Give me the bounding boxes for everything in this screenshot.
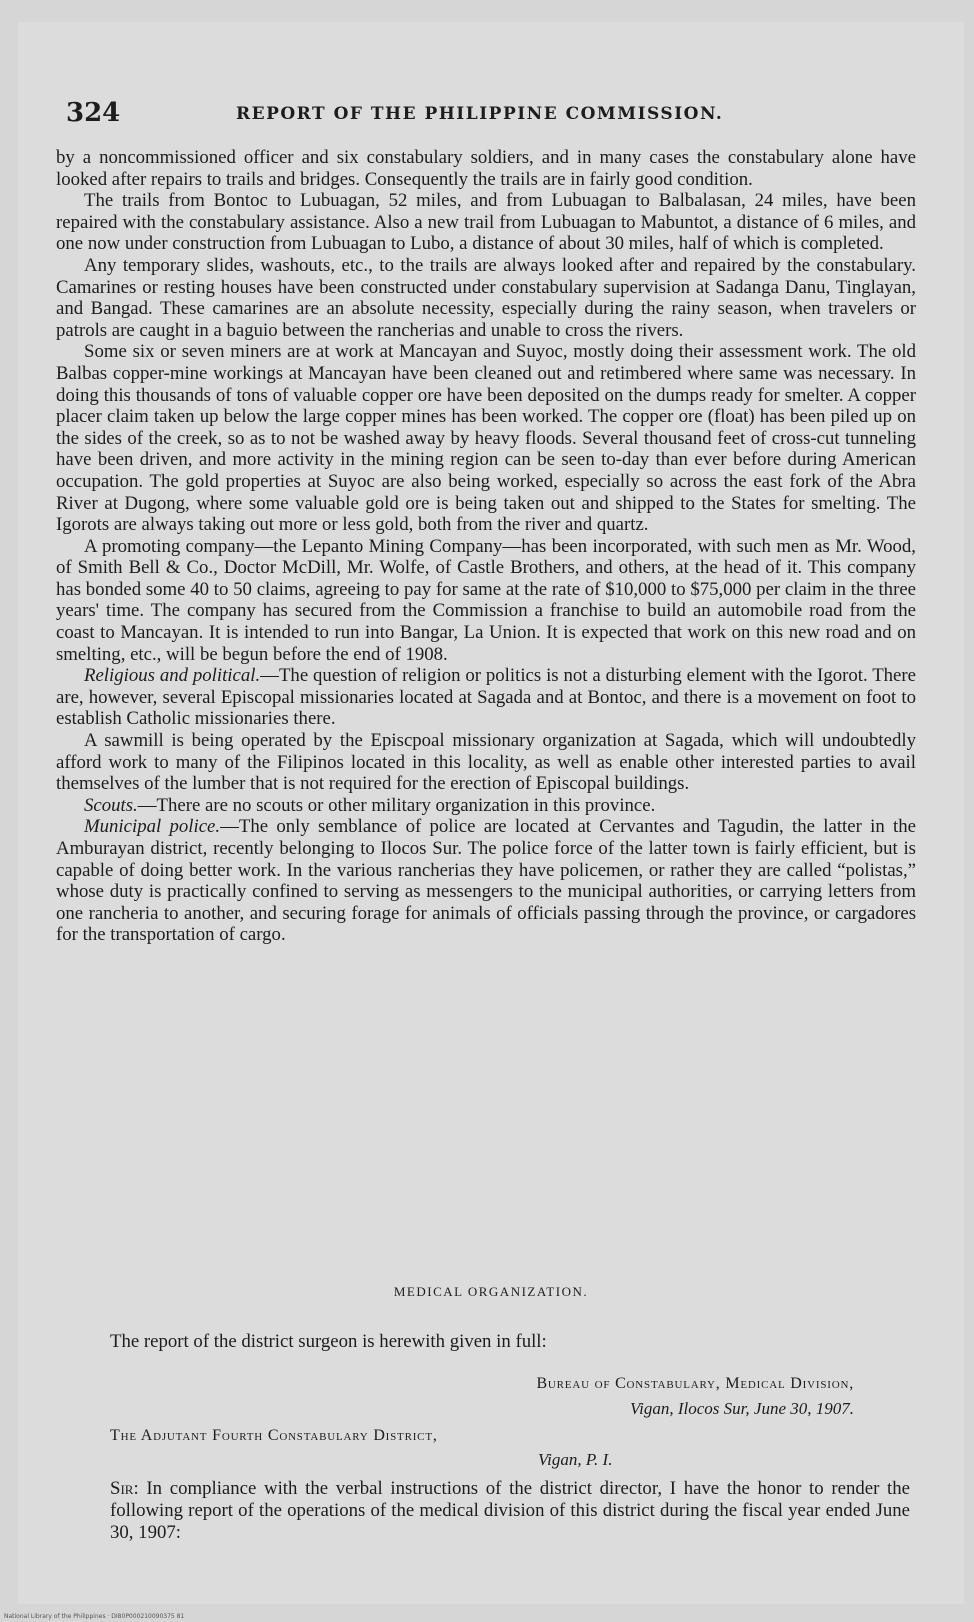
scan-footer: National Library of the Philippines · DI80P000210090375 81 xyxy=(4,1613,185,1620)
letter-from-date: Vigan, Ilocos Sur, June 30, 1907. xyxy=(630,1399,854,1418)
running-head: REPORT OF THE PHILIPPINE COMMISSION. xyxy=(236,104,724,124)
police-text: —The only semblance of police are located at Cervantes and Tagudin, the latter in the Amburayan district, recently belonging to Ilocos Sur. The police force of the latter town is fairly efficient, but is capable of doing better work. In the various rancherias they have policemen, or rather they are called “polistas,” whose duty is practically confined to serving as messengers to the municipal authorities, or carrying letters from one rancheria to another, and securing forage for animals of officials passing through the province, or cargadores for the transportation of cargo. xyxy=(56,816,916,946)
section-title-medical: MEDICAL ORGANIZATION. xyxy=(393,1284,589,1299)
paragraph-trails-condition: by a noncommissioned officer and six constabulary soldiers, and in many cases the constabulary alone have looked after repairs to trails and bridges. Consequently the trails are in fairly good condition. xyxy=(56,147,916,190)
religious-heading: Religious and political. xyxy=(84,665,261,687)
medical-intro: The report of the district surgeon is herewith given in full: xyxy=(110,1331,547,1352)
letter-from: Bureau of Constabulary, Medical Division, xyxy=(536,1375,854,1392)
page-number: 324 xyxy=(66,98,121,128)
page-header xyxy=(46,82,946,142)
body-text xyxy=(56,147,916,946)
paragraph-municipal-police xyxy=(56,816,916,946)
paragraph-camarines: Any temporary slides, washouts, etc., to the trails are always looked after and repaired by the constabulary. Camarines or resting houses have been constructed under constabulary supervision at Sadanga Danu, Tinglayan, and Bangad. These camarines are an absolute necessity, especially during the rainy season, when travelers or patrols are caught in a baguio between the rancherias and unable to cross the rivers. xyxy=(56,254,916,341)
police-heading: Municipal police. xyxy=(84,816,221,838)
religious-text: —The question of religion or politics is not a disturbing element with the Igorot. There are, however, several Episcopal missionaries located at Sagada and at Bontoc, and there is a movement on foot to establish Catholic missionaries there. xyxy=(56,665,916,730)
paragraph-mining: Some six or seven miners are at work at Mancayan and Suyoc, mostly doing their assessment work. The old Balbas copper-mine workings at Mancayan have been cleaned out and retimbered where same was necessary. In doing this thousands of tons of valuable copper ore have been deposited on the dumps ready for smelter. A copper placer claim taken up below the large copper mines has been worked. The copper ore (float) has been piled up on the sides of the creek, so as to not be washed away by heavy floods. Several thousand feet of cross-cut tunneling have been driven, and more activity in the mining region can be seen to-day than ever before during American occupation. The gold properties at Suyoc are also being worked, especially so across the east fork of the Abra River at Dugong, where some valuable gold ore is being taken out and shipped to the States for smelting. The Igorots are always taking out more or less gold, both from the river and quartz. xyxy=(56,341,916,536)
letter-to-place: Vigan, P. I. xyxy=(538,1450,613,1469)
paragraph-scouts xyxy=(56,795,916,817)
page-sheet xyxy=(18,22,964,1604)
scouts-heading: Scouts. xyxy=(84,794,138,816)
letter-body xyxy=(110,1478,910,1544)
paragraph-religious xyxy=(56,665,916,730)
letter-to: The Adjutant Fourth Constabulary District, xyxy=(110,1427,438,1444)
paragraph-trails-repairs: The trails from Bontoc to Lubuagan, 52 miles, and from Lubuagan to Balbalasan, 24 miles, have been repaired with the constabulary assistance. Also a new trail from Lubuagan to Mabuntot, a distance of 6 miles, and one now under construction from Lubuagan to Lubo, a distance of about 30 miles, half of which is completed. xyxy=(56,190,916,255)
salutation: Sir: xyxy=(110,1478,139,1499)
paragraph-sawmill: A sawmill is being operated by the Episcpoal missionary organization at Sagada, which will undoubtedly afford work to many of the Filipinos located in this locality, as well as enable other interested parties to avail themselves of the lumber that is not required for the erection of Episcopal buildings. xyxy=(56,730,916,795)
letter-body-text: In compliance with the verbal instructions of the district director, I have the honor to render the following report of the operations of the medical division of this district during the fiscal year ended June 30, 1907: xyxy=(110,1478,910,1543)
scouts-text: —There are no scouts or other military organization in this province. xyxy=(137,794,656,816)
paragraph-lepanto-company: A promoting company—the Lepanto Mining Company—has been incorporated, with such men as Mr. Wood, of Smith Bell & Co., Doctor McDill, Mr. Wolfe, of Castle Brothers, and others, at the head of it. This company has bonded some 40 to 50 claims, agreeing to pay for same at the rate of $10,000 to $75,000 per claim in the three years' time. The company has secured from the Commission a franchise to build an automobile road from the coast to Mancayan. It is intended to run into Bangar, La Union. It is expected that work on this new road and on smelting, etc., will be begun before the end of 1908. xyxy=(56,535,916,665)
